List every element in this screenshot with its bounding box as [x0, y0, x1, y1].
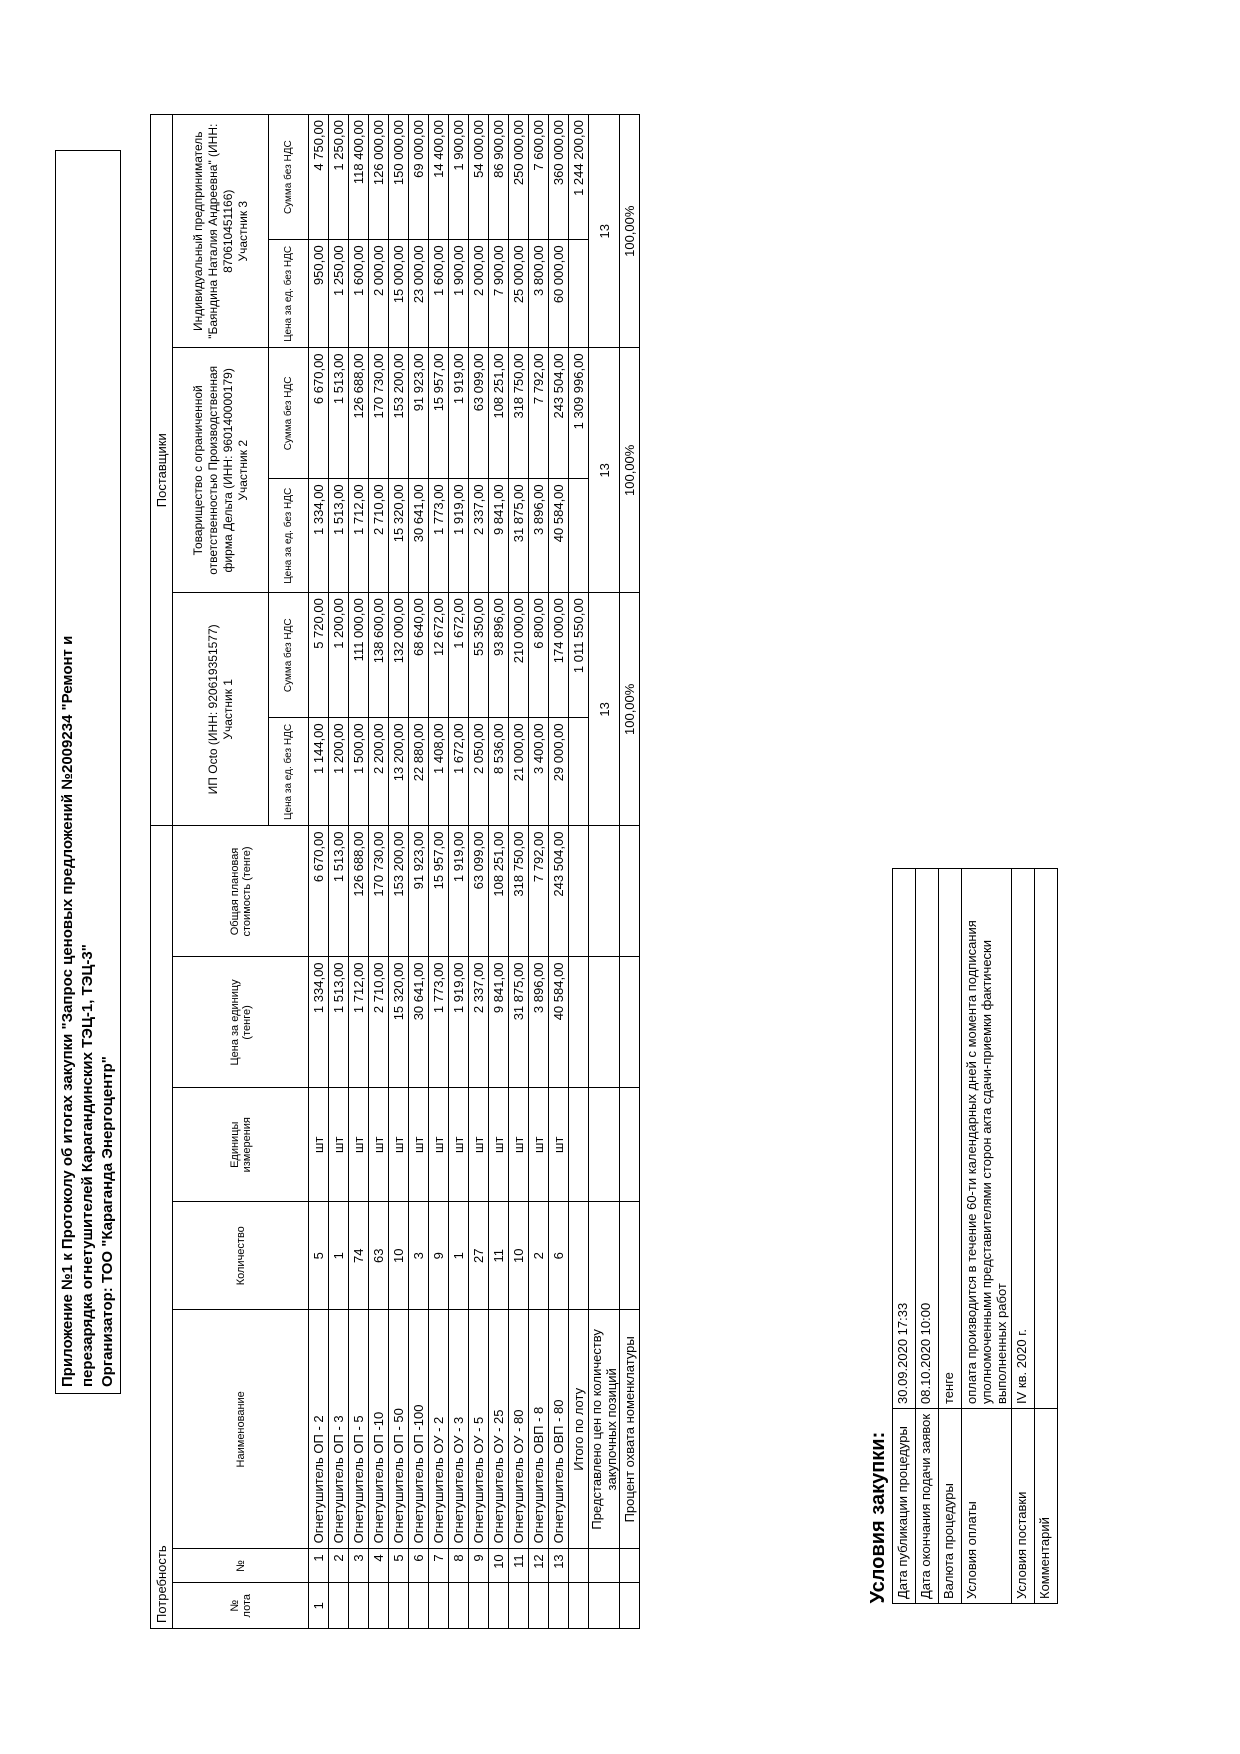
cell-p2: 2 337,00	[469, 479, 489, 593]
cell-unit: шт	[429, 1088, 449, 1202]
cell-no: 2	[329, 1549, 349, 1583]
cell-no: 5	[389, 1549, 409, 1583]
count-1: 13	[589, 593, 620, 826]
coverage-row	[620, 115, 640, 1629]
cell-price: 30 641,00	[409, 957, 429, 1088]
cell-s1: 1 200,00	[329, 593, 349, 718]
cell-no: 10	[489, 1549, 509, 1583]
sub-price-3: Цена за ед. без НДС	[269, 240, 309, 348]
cell-p2: 1 334,00	[309, 479, 329, 593]
cell-p2: 1 712,00	[349, 479, 369, 593]
results-table	[150, 114, 640, 1629]
cell-s3: 1 250,00	[329, 115, 349, 240]
cell-p1: 8 536,00	[489, 718, 509, 826]
conditions-label: Дата окончания подачи заявок	[916, 1409, 939, 1604]
cell-unit: шт	[389, 1088, 409, 1202]
cell-s3: 86 900,00	[489, 115, 509, 240]
cell-no: 3	[349, 1549, 369, 1583]
cell-s1: 6 800,00	[529, 593, 549, 718]
cell-p2: 1 919,00	[449, 479, 469, 593]
conditions-title: Условия закупки:	[867, 1431, 889, 1604]
cell-s3: 69 000,00	[409, 115, 429, 240]
cell-s2: 1 919,00	[449, 348, 469, 479]
cell-s1: 5 720,00	[309, 593, 329, 718]
cell-name: Огнетушитель ОП - 50	[389, 1310, 409, 1549]
cell-s3: 150 000,00	[389, 115, 409, 240]
cell-total: 1 919,00	[449, 826, 469, 957]
supplier-3-participant: Участник 3	[235, 200, 250, 262]
cell-no: 9	[469, 1549, 489, 1583]
cell-lot	[329, 1583, 349, 1629]
supplier-2-name: Товарищество с ограниченной ответственностью Производственная фирма Дельта (ИНН: 960140000179)	[190, 365, 235, 575]
cell-p3: 1 250,00	[329, 240, 349, 348]
conditions-body	[893, 868, 1058, 1603]
cell-price: 3 896,00	[529, 957, 549, 1088]
cell-s1: 12 672,00	[429, 593, 449, 718]
supplier-1-participant: Участник 1	[220, 679, 235, 740]
cell-total: 91 923,00	[409, 826, 429, 957]
cell-s2: 7 792,00	[529, 348, 549, 479]
group-suppliers-header: Поставщики	[151, 115, 173, 827]
cell-p2: 3 896,00	[529, 479, 549, 593]
cell-unit: шт	[489, 1088, 509, 1202]
conditions-table	[865, 868, 1058, 1604]
cell-lot	[549, 1583, 569, 1629]
cell-s2: 91 923,00	[409, 348, 429, 479]
cell-lot	[469, 1583, 489, 1629]
cell-s1: 93 896,00	[489, 593, 509, 718]
table-row	[329, 115, 349, 1629]
cell-p2: 1 773,00	[429, 479, 449, 593]
cell-unit: шт	[509, 1088, 529, 1202]
conditions-row	[939, 868, 962, 1603]
conditions-label: Условия оплаты	[962, 1409, 1012, 1604]
cell-price: 1 773,00	[429, 957, 449, 1088]
cell-p3: 950,00	[309, 240, 329, 348]
sub-sum-2: Сумма без НДС	[269, 348, 309, 479]
cell-name: Огнетушитель ОВП - 80	[549, 1310, 569, 1549]
cell-p2: 31 875,00	[509, 479, 529, 593]
cell-price: 9 841,00	[489, 957, 509, 1088]
supplier-1-name: ИП Octo (ИНН: 920619351577)	[205, 624, 220, 795]
conditions-row	[893, 868, 916, 1603]
cell-price: 2 337,00	[469, 957, 489, 1088]
conditions-label: Комментарий	[1035, 1409, 1058, 1604]
conditions-value: оплата производится в течение 60-ти календарных дней с момента подписания уполномоченными представителями сторон акта сдачи-приемки фактически выполненных работ	[962, 868, 1012, 1408]
cell-s2: 126 688,00	[349, 348, 369, 479]
cell-qty: 10	[509, 1202, 529, 1310]
cell-s2: 108 251,00	[489, 348, 509, 479]
conditions-row	[1012, 868, 1035, 1603]
cell-p3: 60 000,00	[549, 240, 569, 348]
cell-p2: 40 584,00	[549, 479, 569, 593]
count-2: 13	[589, 348, 620, 593]
cell-price: 1 334,00	[309, 957, 329, 1088]
cell-unit: шт	[309, 1088, 329, 1202]
cell-qty: 2	[529, 1202, 549, 1310]
col-lot: № лота	[173, 1583, 309, 1629]
header-line-2: перезарядка огнетушителей Карагандинских ТЭЦ-1, ТЭЦ-3"	[79, 944, 96, 1387]
cell-p1: 29 000,00	[549, 718, 569, 826]
cell-s3: 118 400,00	[349, 115, 369, 240]
total-s2: 1 309 996,00	[569, 348, 589, 479]
cell-lot	[409, 1583, 429, 1629]
cell-s2: 243 504,00	[549, 348, 569, 479]
total-row	[569, 115, 589, 1629]
cell-total: 108 251,00	[489, 826, 509, 957]
cell-lot	[509, 1583, 529, 1629]
cell-name: Огнетушитель ОУ - 80	[509, 1310, 529, 1549]
cell-name: Огнетушитель ОП -100	[409, 1310, 429, 1549]
supplier-1-header	[173, 593, 269, 826]
cell-p2: 30 641,00	[409, 479, 429, 593]
cell-total: 15 957,00	[429, 826, 449, 957]
cell-price: 2 710,00	[369, 957, 389, 1088]
cell-p2: 2 710,00	[369, 479, 389, 593]
cell-price: 31 875,00	[509, 957, 529, 1088]
coverage-label: Процент охвата номенклатуры	[620, 1310, 640, 1549]
cell-lot	[369, 1583, 389, 1629]
cell-p1: 1 144,00	[309, 718, 329, 826]
cell-s3: 14 400,00	[429, 115, 449, 240]
header-line-1: Приложение №1 к Протоколу об итогах закупки "Запрос ценовых предложений №2009234 "Ремонт и	[59, 635, 76, 1387]
cell-s3: 250 000,00	[509, 115, 529, 240]
cell-s3: 7 600,00	[529, 115, 549, 240]
table-row	[429, 115, 449, 1629]
table-body	[309, 115, 569, 1629]
cell-s3: 54 000,00	[469, 115, 489, 240]
count-3: 13	[589, 115, 620, 348]
cell-s2: 15 957,00	[429, 348, 449, 479]
cell-qty: 10	[389, 1202, 409, 1310]
sub-price-1: Цена за ед. без НДС	[269, 718, 309, 826]
conditions-row	[916, 868, 939, 1603]
total-s3: 1 244 200,00	[569, 115, 589, 240]
cell-s2: 153 200,00	[389, 348, 409, 479]
cell-name: Огнетушитель ОУ - 3	[449, 1310, 469, 1549]
table-row	[529, 115, 549, 1629]
table-row	[489, 115, 509, 1629]
coverage-1: 100,00%	[620, 593, 640, 826]
cell-lot: 1	[309, 1583, 329, 1629]
cell-no: 8	[449, 1549, 469, 1583]
supplier-2-participant: Участник 2	[235, 440, 250, 501]
cell-lot	[529, 1583, 549, 1629]
cell-s1: 132 000,00	[389, 593, 409, 718]
coverage-3: 100,00%	[620, 115, 640, 348]
cell-total: 7 792,00	[529, 826, 549, 957]
cell-p2: 1 513,00	[329, 479, 349, 593]
cell-qty: 1	[449, 1202, 469, 1310]
cell-total: 318 750,00	[509, 826, 529, 957]
cell-s2: 1 513,00	[329, 348, 349, 479]
cell-p1: 1 672,00	[449, 718, 469, 826]
cell-unit: шт	[529, 1088, 549, 1202]
table-row	[509, 115, 529, 1629]
cell-s3: 126 000,00	[369, 115, 389, 240]
cell-qty: 5	[309, 1202, 329, 1310]
cell-no: 13	[549, 1549, 569, 1583]
cell-no: 1	[309, 1549, 329, 1583]
cell-p3: 1 900,00	[449, 240, 469, 348]
cell-lot	[429, 1583, 449, 1629]
cell-s1: 55 350,00	[469, 593, 489, 718]
cell-no: 4	[369, 1549, 389, 1583]
cell-p1: 2 050,00	[469, 718, 489, 826]
cell-p3: 1 600,00	[429, 240, 449, 348]
cell-unit: шт	[369, 1088, 389, 1202]
conditions-value: 08.10.2020 10:00	[916, 868, 939, 1408]
table-row	[369, 115, 389, 1629]
supplier-2-header	[173, 348, 269, 593]
cell-name: Огнетушитель ОП - 5	[349, 1310, 369, 1549]
supplier-3-name: Индивидуальный предприниматель "Баяндина Наталия Андреевна" (ИНН: 870610451166)	[190, 123, 235, 339]
cell-no: 11	[509, 1549, 529, 1583]
cell-name: Огнетушитель ОВП - 8	[529, 1310, 549, 1549]
table-row	[389, 115, 409, 1629]
cell-total: 153 200,00	[389, 826, 409, 957]
conditions-value: 30.09.2020 17:33	[893, 868, 916, 1408]
cell-lot	[449, 1583, 469, 1629]
cell-total: 126 688,00	[349, 826, 369, 957]
count-row	[589, 115, 620, 1629]
cell-price: 1 919,00	[449, 957, 469, 1088]
conditions-value: тенге	[939, 868, 962, 1408]
col-name: Наименование	[173, 1310, 309, 1549]
conditions-label: Валюта процедуры	[939, 1409, 962, 1604]
cell-p3: 7 900,00	[489, 240, 509, 348]
cell-qty: 6	[549, 1202, 569, 1310]
cell-qty: 74	[349, 1202, 369, 1310]
cell-no: 6	[409, 1549, 429, 1583]
cell-unit: шт	[469, 1088, 489, 1202]
table-row	[549, 115, 569, 1629]
table-row	[349, 115, 369, 1629]
total-s1: 1 011 550,00	[569, 593, 589, 718]
cell-qty: 3	[409, 1202, 429, 1310]
cell-unit: шт	[409, 1088, 429, 1202]
cell-p3: 2 000,00	[369, 240, 389, 348]
cell-qty: 1	[329, 1202, 349, 1310]
cell-p1: 21 000,00	[509, 718, 529, 826]
cell-s2: 6 670,00	[309, 348, 329, 479]
table-row	[469, 115, 489, 1629]
cell-unit: шт	[449, 1088, 469, 1202]
cell-unit: шт	[549, 1088, 569, 1202]
cell-p1: 13 200,00	[389, 718, 409, 826]
cell-lot	[389, 1583, 409, 1629]
cell-s2: 63 099,00	[469, 348, 489, 479]
cell-p3: 2 000,00	[469, 240, 489, 348]
cell-p1: 1 200,00	[329, 718, 349, 826]
cell-lot	[349, 1583, 369, 1629]
cell-s1: 68 640,00	[409, 593, 429, 718]
cell-name: Огнетушитель ОП -10	[369, 1310, 389, 1549]
cell-s1: 138 600,00	[369, 593, 389, 718]
cell-price: 40 584,00	[549, 957, 569, 1088]
conditions-label: Условия поставки	[1012, 1409, 1035, 1604]
cell-name: Огнетушитель ОУ - 2	[429, 1310, 449, 1549]
cell-p1: 22 880,00	[409, 718, 429, 826]
cell-unit: шт	[349, 1088, 369, 1202]
cell-name: Огнетушитель ОП - 3	[329, 1310, 349, 1549]
cell-p3: 1 600,00	[349, 240, 369, 348]
conditions-label: Дата публикации процедуры	[893, 1409, 916, 1604]
cell-total: 243 504,00	[549, 826, 569, 957]
col-unit: Единицы измерения	[173, 1088, 309, 1202]
cell-p3: 23 000,00	[409, 240, 429, 348]
supplier-3-header	[173, 115, 269, 348]
cell-s1: 1 672,00	[449, 593, 469, 718]
col-price: Цена за единицу (тенге)	[173, 957, 309, 1088]
group-need-header: Потребность	[151, 826, 173, 1629]
cell-total: 170 730,00	[369, 826, 389, 957]
cell-qty: 63	[369, 1202, 389, 1310]
cell-lot	[489, 1583, 509, 1629]
cell-s3: 1 900,00	[449, 115, 469, 240]
table-row	[409, 115, 429, 1629]
header-line-3: Организатор: ТОО "Караганда Энергоцентр"	[99, 1056, 116, 1387]
cell-qty: 11	[489, 1202, 509, 1310]
cell-price: 1 513,00	[329, 957, 349, 1088]
cell-no: 12	[529, 1549, 549, 1583]
cell-s2: 170 730,00	[369, 348, 389, 479]
cell-p1: 3 400,00	[529, 718, 549, 826]
cell-p1: 1 408,00	[429, 718, 449, 826]
document-header	[55, 150, 121, 1394]
cell-total: 6 670,00	[309, 826, 329, 957]
cell-s3: 4 750,00	[309, 115, 329, 240]
cell-qty: 27	[469, 1202, 489, 1310]
cell-s1: 111 000,00	[349, 593, 369, 718]
cell-p1: 1 500,00	[349, 718, 369, 826]
count-label: Представлено цен по количеству закупочных позиций	[589, 1310, 620, 1549]
cell-total: 63 099,00	[469, 826, 489, 957]
conditions-value	[1035, 868, 1058, 1408]
cell-qty: 9	[429, 1202, 449, 1310]
col-total: Общая плановая стоимость (тенге)	[173, 826, 309, 957]
cell-p1: 2 200,00	[369, 718, 389, 826]
cell-s3: 360 000,00	[549, 115, 569, 240]
cell-p3: 15 000,00	[389, 240, 409, 348]
cell-s1: 210 000,00	[509, 593, 529, 718]
cell-no: 7	[429, 1549, 449, 1583]
sub-sum-3: Сумма без НДС	[269, 115, 309, 240]
cell-name: Огнетушитель ОП - 2	[309, 1310, 329, 1549]
cell-p2: 9 841,00	[489, 479, 509, 593]
cell-p3: 25 000,00	[509, 240, 529, 348]
col-no: №	[173, 1549, 309, 1583]
sub-price-2: Цена за ед. без НДС	[269, 479, 309, 593]
conditions-row	[962, 868, 1012, 1603]
cell-s2: 318 750,00	[509, 348, 529, 479]
coverage-2: 100,00%	[620, 348, 640, 593]
conditions-row	[1035, 868, 1058, 1603]
table-row	[309, 115, 329, 1629]
table-row	[449, 115, 469, 1629]
cell-total: 1 513,00	[329, 826, 349, 957]
cell-name: Огнетушитель ОУ - 25	[489, 1310, 509, 1549]
cell-s1: 174 000,00	[549, 593, 569, 718]
cell-unit: шт	[329, 1088, 349, 1202]
conditions-value: IV кв. 2020 г.	[1012, 868, 1035, 1408]
cell-p3: 3 800,00	[529, 240, 549, 348]
cell-price: 15 320,00	[389, 957, 409, 1088]
cell-name: Огнетушитель ОУ - 5	[469, 1310, 489, 1549]
sub-sum-1: Сумма без НДС	[269, 593, 309, 718]
total-label: Итого по лоту	[569, 1310, 589, 1549]
cell-p2: 15 320,00	[389, 479, 409, 593]
col-qty: Количество	[173, 1202, 309, 1310]
cell-price: 1 712,00	[349, 957, 369, 1088]
